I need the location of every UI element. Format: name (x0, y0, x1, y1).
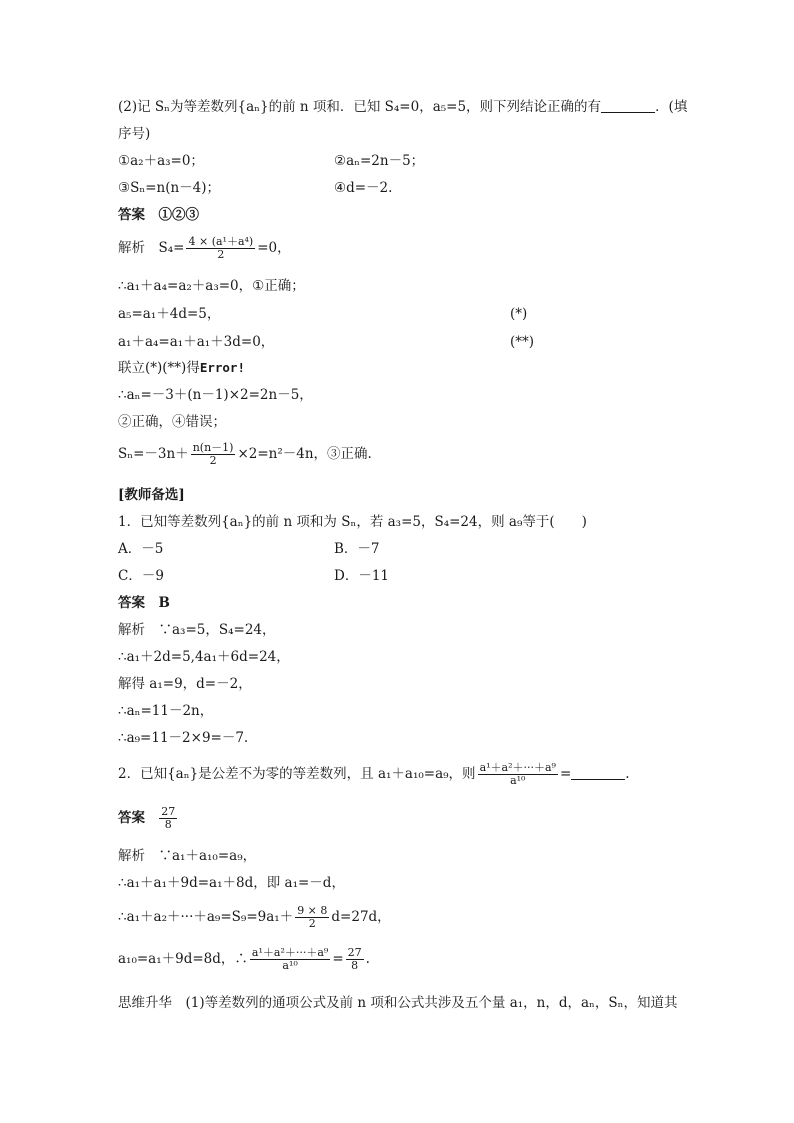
option-3: ③Sₙ=n(n－4)； (118, 180, 221, 196)
q1-solution-2: ∴a₁＋2d=5,4a₁＋6d=24， (118, 649, 290, 665)
answer-blank (601, 98, 655, 113)
problem-stem-cont: 序号) (118, 126, 151, 142)
question-1-stem: 1．已知等差数列{aₙ}的前 n 项和为 Sₙ，若 a₃=5，S₄=24，则 a₉等于( ) (118, 514, 587, 530)
fraction: $\frac{\text{a¹＋a²＋···＋a⁹}}{\text{a¹⁰}}$ (251, 946, 329, 972)
option-1: ①a₂＋a₃=0； (118, 153, 204, 169)
q1-solution-5: ∴a₉=11－2×9=－7. (118, 730, 249, 746)
equation-tag: (**) (510, 334, 535, 350)
question-2-stem: 2．已知{aₙ}是公差不为零的等差数列，且 a₁＋a₁₀=a₉，则 $\frac{\text{a¹＋a²＋···＋a⁹}}{\text{a¹⁰}}$ = . (118, 761, 630, 787)
q2-solution-3: ∴a₁＋a₂＋···＋a₉=S₉=9a₁＋ $\frac{9 \times 8}{2}$ d=27d， (118, 904, 391, 930)
q2-solution-1: 解析 ∵a₁＋a₁₀=a₉， (118, 848, 257, 864)
fraction: $\frac{\text{a¹＋a²＋···＋a⁹}}{\text{a¹⁰}}$ (479, 761, 556, 787)
option-4: ④d=－2. (334, 180, 393, 196)
fraction: $\frac{27}{8}$ (347, 946, 362, 972)
choice-a: A．－5 (118, 541, 164, 557)
problem-stem: (2)记 Sₙ为等差数列{aₙ}的前 n 项和．已知 S₄=0，a₅=5，则下列结论正确的有 ．(填 (118, 99, 688, 115)
solution-line-1: 解析 S₄= $\frac{\text{4 × (a¹＋a⁴)}}{2}$ =0， (118, 235, 291, 261)
q2-solution-2: ∴a₁＋a₁＋9d=a₁＋8d，即 a₁=－d， (118, 875, 345, 891)
q1-solution-1: 解析 ∵a₃=5，S₄=24， (118, 622, 276, 638)
q1-solution-4: ∴aₙ=11－2n， (118, 703, 214, 719)
fraction: $\frac{9 \times 8}{2}$ (297, 904, 328, 930)
error-text: Error! (199, 360, 245, 375)
q1-solution-3: 解得 a₁=9，d=－2， (118, 676, 252, 692)
answer-line: 答案 $\frac{27}{8}$ (118, 805, 176, 831)
solution-line-6: ∴aₙ=－3＋(n－1)×2=2n－5， (118, 387, 313, 403)
q2-solution-4: a₁₀=a₁＋9d=8d，∴ $\frac{\text{a¹＋a²＋···＋a⁹}}{\text{a¹⁰}}$ = $\frac{27}{8}$ . (118, 946, 370, 972)
solution-line-4: a₁＋a₄=a₁＋a₁＋3d=0， (118, 334, 275, 350)
solution-line-3: a₅=a₁＋4d=5， (118, 306, 221, 322)
summary-line: 思维升华 (1)等差数列的通项公式及前 n 项和公式共涉及五个量 a₁，n，d，aₙ，Sₙ，知道其 (118, 995, 678, 1011)
answer-blank (571, 765, 625, 780)
fraction: $\frac{\text{4 × (a¹＋a⁴)}}{2}$ (188, 235, 254, 261)
solution-line-8: Sₙ=－3n＋ $\frac{n(n-1)}{2}$ ×2=n²－4n，③正确. (118, 441, 372, 467)
answer-line: 答案 B (118, 595, 170, 611)
fraction: $\frac{n(n-1)}{2}$ (192, 441, 234, 467)
equation-tag: (*) (510, 306, 528, 322)
answer-line: 答案 ①②③ (118, 207, 199, 223)
solution-line-2: ∴a₁＋a₄=a₂＋a₃=0，①正确； (118, 278, 305, 294)
solution-line-7: ②正确，④错误； (118, 414, 226, 430)
section-heading: [教师备选] (118, 487, 185, 503)
fraction: $\frac{27}{8}$ (161, 805, 176, 831)
choice-c: C．－9 (118, 568, 164, 584)
choice-b: B．－7 (334, 541, 380, 557)
choice-d: D．－11 (334, 568, 390, 584)
solution-line-5: 联立(*)(**)得Error! (118, 360, 245, 376)
option-2: ②aₙ=2n－5； (334, 153, 425, 169)
